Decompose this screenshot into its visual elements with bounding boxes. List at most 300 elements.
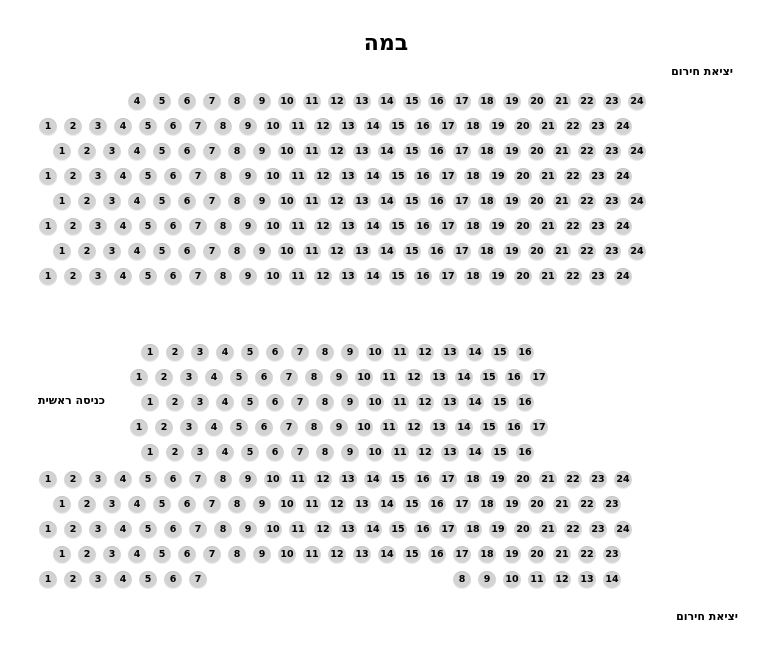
seat-lower-row15-24[interactable]: 24 [614,521,632,539]
seat-upper-row2-22[interactable]: 22 [578,143,596,161]
seat-middle-row9-12[interactable]: 12 [405,369,423,387]
seat-lower-row15-17[interactable]: 17 [439,521,457,539]
seat-upper-row7-18[interactable]: 18 [464,268,482,286]
seat-lower-row14-21[interactable]: 21 [553,496,571,514]
seat-middle-row9-9[interactable]: 9 [330,369,348,387]
seat-upper-row6-8[interactable]: 8 [228,243,246,261]
seat-lower-row15-14[interactable]: 14 [364,521,382,539]
seat-middle-row9-4[interactable]: 4 [205,369,223,387]
seat-upper-row2-11[interactable]: 11 [303,143,321,161]
seat-lower-row18-14[interactable]: 14 [603,571,621,589]
seat-upper-row6-10[interactable]: 10 [278,243,296,261]
seat-upper-row1-5[interactable]: 5 [139,118,157,136]
seat-middle-row10-13[interactable]: 13 [441,394,459,412]
seat-upper-row7-13[interactable]: 13 [339,268,357,286]
seat-upper-row0-6[interactable]: 6 [178,93,196,111]
seat-lower-row15-10[interactable]: 10 [264,521,282,539]
seat-lower-row16-3[interactable]: 3 [103,546,121,564]
seat-middle-row11-4[interactable]: 4 [205,419,223,437]
seat-upper-row4-9[interactable]: 9 [253,193,271,211]
seat-upper-row3-17[interactable]: 17 [439,168,457,186]
seat-upper-row4-17[interactable]: 17 [453,193,471,211]
seat-lower-row15-18[interactable]: 18 [464,521,482,539]
seat-lower-row14-19[interactable]: 19 [503,496,521,514]
seat-upper-row0-20[interactable]: 20 [528,93,546,111]
seat-upper-row7-10[interactable]: 10 [264,268,282,286]
seat-upper-row6-7[interactable]: 7 [203,243,221,261]
seat-upper-row7-19[interactable]: 19 [489,268,507,286]
seat-upper-row4-15[interactable]: 15 [403,193,421,211]
seat-lower-row15-7[interactable]: 7 [189,521,207,539]
seat-middle-row10-7[interactable]: 7 [291,394,309,412]
seat-middle-row8-5[interactable]: 5 [241,344,259,362]
seat-upper-row7-8[interactable]: 8 [214,268,232,286]
seat-upper-row4-23[interactable]: 23 [603,193,621,211]
seat-middle-row11-9[interactable]: 9 [330,419,348,437]
seat-middle-row12-1[interactable]: 1 [141,444,159,462]
seat-middle-row11-3[interactable]: 3 [180,419,198,437]
seat-lower-row13-23[interactable]: 23 [589,471,607,489]
seat-upper-row4-20[interactable]: 20 [528,193,546,211]
seat-middle-row11-10[interactable]: 10 [355,419,373,437]
seat-upper-row4-18[interactable]: 18 [478,193,496,211]
seat-lower-row13-11[interactable]: 11 [289,471,307,489]
seat-middle-row12-2[interactable]: 2 [166,444,184,462]
seat-middle-row9-17[interactable]: 17 [530,369,548,387]
seat-middle-row10-11[interactable]: 11 [391,394,409,412]
seat-upper-row3-11[interactable]: 11 [289,168,307,186]
seat-lower-row17-6[interactable]: 6 [164,571,182,589]
seat-upper-row3-7[interactable]: 7 [189,168,207,186]
seat-lower-row16-5[interactable]: 5 [153,546,171,564]
seat-middle-row9-3[interactable]: 3 [180,369,198,387]
seat-lower-row14-13[interactable]: 13 [353,496,371,514]
seat-lower-row14-17[interactable]: 17 [453,496,471,514]
seat-upper-row3-2[interactable]: 2 [64,168,82,186]
seat-middle-row11-17[interactable]: 17 [530,419,548,437]
seat-upper-row1-19[interactable]: 19 [489,118,507,136]
seat-upper-row1-11[interactable]: 11 [289,118,307,136]
seat-middle-row8-9[interactable]: 9 [341,344,359,362]
seat-upper-row1-16[interactable]: 16 [414,118,432,136]
seat-lower-row15-23[interactable]: 23 [589,521,607,539]
seat-lower-row14-9[interactable]: 9 [253,496,271,514]
seat-upper-row1-7[interactable]: 7 [189,118,207,136]
seat-upper-row4-22[interactable]: 22 [578,193,596,211]
seat-middle-row8-16[interactable]: 16 [516,344,534,362]
seat-upper-row6-9[interactable]: 9 [253,243,271,261]
seat-lower-row17-7[interactable]: 7 [189,571,207,589]
seat-upper-row2-15[interactable]: 15 [403,143,421,161]
seat-middle-row12-11[interactable]: 11 [391,444,409,462]
seat-upper-row0-21[interactable]: 21 [553,93,571,111]
seat-middle-row12-15[interactable]: 15 [491,444,509,462]
seat-lower-row14-4[interactable]: 4 [128,496,146,514]
seat-upper-row3-6[interactable]: 6 [164,168,182,186]
seat-upper-row2-23[interactable]: 23 [603,143,621,161]
seat-upper-row1-18[interactable]: 18 [464,118,482,136]
seat-lower-row16-12[interactable]: 12 [328,546,346,564]
seat-upper-row2-16[interactable]: 16 [428,143,446,161]
seat-lower-row13-18[interactable]: 18 [464,471,482,489]
seat-upper-row2-20[interactable]: 20 [528,143,546,161]
seat-upper-row3-3[interactable]: 3 [89,168,107,186]
seat-lower-row13-20[interactable]: 20 [514,471,532,489]
seat-lower-row14-15[interactable]: 15 [403,496,421,514]
seat-upper-row5-5[interactable]: 5 [139,218,157,236]
seat-lower-row16-20[interactable]: 20 [528,546,546,564]
seat-upper-row4-5[interactable]: 5 [153,193,171,211]
seat-lower-row14-7[interactable]: 7 [203,496,221,514]
seat-middle-row10-2[interactable]: 2 [166,394,184,412]
seat-upper-row2-2[interactable]: 2 [78,143,96,161]
seat-upper-row1-22[interactable]: 22 [564,118,582,136]
seat-lower-row14-5[interactable]: 5 [153,496,171,514]
seat-upper-row6-17[interactable]: 17 [453,243,471,261]
seat-upper-row3-9[interactable]: 9 [239,168,257,186]
seat-upper-row5-11[interactable]: 11 [289,218,307,236]
seat-upper-row5-7[interactable]: 7 [189,218,207,236]
seat-middle-row8-12[interactable]: 12 [416,344,434,362]
seat-lower-row15-21[interactable]: 21 [539,521,557,539]
seat-middle-row8-11[interactable]: 11 [391,344,409,362]
seat-upper-row3-20[interactable]: 20 [514,168,532,186]
seat-upper-row7-7[interactable]: 7 [189,268,207,286]
seat-upper-row0-24[interactable]: 24 [628,93,646,111]
seat-lower-row14-6[interactable]: 6 [178,496,196,514]
seat-middle-row9-1[interactable]: 1 [130,369,148,387]
seat-upper-row3-15[interactable]: 15 [389,168,407,186]
seat-upper-row4-1[interactable]: 1 [53,193,71,211]
seat-upper-row7-2[interactable]: 2 [64,268,82,286]
seat-upper-row5-3[interactable]: 3 [89,218,107,236]
seat-upper-row6-13[interactable]: 13 [353,243,371,261]
seat-lower-row15-19[interactable]: 19 [489,521,507,539]
seat-upper-row7-23[interactable]: 23 [589,268,607,286]
seat-middle-row10-9[interactable]: 9 [341,394,359,412]
seat-upper-row7-12[interactable]: 12 [314,268,332,286]
seat-upper-row1-13[interactable]: 13 [339,118,357,136]
seat-upper-row5-24[interactable]: 24 [614,218,632,236]
seat-lower-row13-12[interactable]: 12 [314,471,332,489]
seat-upper-row6-24[interactable]: 24 [628,243,646,261]
seat-upper-row6-16[interactable]: 16 [428,243,446,261]
seat-middle-row8-2[interactable]: 2 [166,344,184,362]
seat-upper-row1-2[interactable]: 2 [64,118,82,136]
seat-lower-row14-2[interactable]: 2 [78,496,96,514]
seat-upper-row2-9[interactable]: 9 [253,143,271,161]
seat-upper-row1-23[interactable]: 23 [589,118,607,136]
seat-upper-row7-1[interactable]: 1 [39,268,57,286]
seat-upper-row3-1[interactable]: 1 [39,168,57,186]
seat-upper-row6-3[interactable]: 3 [103,243,121,261]
seat-upper-row0-19[interactable]: 19 [503,93,521,111]
seat-lower-row16-13[interactable]: 13 [353,546,371,564]
seat-upper-row2-8[interactable]: 8 [228,143,246,161]
seat-lower-row15-4[interactable]: 4 [114,521,132,539]
seat-middle-row10-16[interactable]: 16 [516,394,534,412]
seat-upper-row4-8[interactable]: 8 [228,193,246,211]
seat-middle-row11-1[interactable]: 1 [130,419,148,437]
seat-middle-row12-8[interactable]: 8 [316,444,334,462]
seat-lower-row18-10[interactable]: 10 [503,571,521,589]
seat-lower-row16-14[interactable]: 14 [378,546,396,564]
seat-upper-row5-14[interactable]: 14 [364,218,382,236]
seat-upper-row7-9[interactable]: 9 [239,268,257,286]
seat-upper-row1-6[interactable]: 6 [164,118,182,136]
seat-lower-row14-22[interactable]: 22 [578,496,596,514]
seat-lower-row18-12[interactable]: 12 [553,571,571,589]
seat-middle-row9-14[interactable]: 14 [455,369,473,387]
seat-middle-row9-2[interactable]: 2 [155,369,173,387]
seat-upper-row7-6[interactable]: 6 [164,268,182,286]
seat-lower-row18-13[interactable]: 13 [578,571,596,589]
seat-upper-row7-11[interactable]: 11 [289,268,307,286]
seat-middle-row10-1[interactable]: 1 [141,394,159,412]
seat-lower-row13-8[interactable]: 8 [214,471,232,489]
seat-middle-row10-15[interactable]: 15 [491,394,509,412]
seat-upper-row4-4[interactable]: 4 [128,193,146,211]
seat-middle-row9-5[interactable]: 5 [230,369,248,387]
seat-upper-row4-14[interactable]: 14 [378,193,396,211]
seat-lower-row16-22[interactable]: 22 [578,546,596,564]
seat-lower-row14-14[interactable]: 14 [378,496,396,514]
seat-upper-row6-18[interactable]: 18 [478,243,496,261]
seat-lower-row16-11[interactable]: 11 [303,546,321,564]
seat-lower-row18-11[interactable]: 11 [528,571,546,589]
seat-upper-row3-21[interactable]: 21 [539,168,557,186]
seat-middle-row9-6[interactable]: 6 [255,369,273,387]
seat-upper-row6-14[interactable]: 14 [378,243,396,261]
seat-upper-row5-22[interactable]: 22 [564,218,582,236]
seat-lower-row16-8[interactable]: 8 [228,546,246,564]
seat-middle-row12-3[interactable]: 3 [191,444,209,462]
seat-upper-row7-21[interactable]: 21 [539,268,557,286]
seat-middle-row8-6[interactable]: 6 [266,344,284,362]
seat-upper-row4-12[interactable]: 12 [328,193,346,211]
seat-upper-row1-4[interactable]: 4 [114,118,132,136]
seat-upper-row4-24[interactable]: 24 [628,193,646,211]
seat-lower-row13-2[interactable]: 2 [64,471,82,489]
seat-middle-row12-12[interactable]: 12 [416,444,434,462]
seat-upper-row6-5[interactable]: 5 [153,243,171,261]
seat-lower-row13-4[interactable]: 4 [114,471,132,489]
seat-upper-row7-4[interactable]: 4 [114,268,132,286]
seat-middle-row8-4[interactable]: 4 [216,344,234,362]
seat-upper-row1-3[interactable]: 3 [89,118,107,136]
seat-upper-row7-16[interactable]: 16 [414,268,432,286]
seat-lower-row16-21[interactable]: 21 [553,546,571,564]
seat-upper-row0-17[interactable]: 17 [453,93,471,111]
seat-lower-row16-2[interactable]: 2 [78,546,96,564]
seat-upper-row1-14[interactable]: 14 [364,118,382,136]
seat-upper-row7-22[interactable]: 22 [564,268,582,286]
seat-middle-row11-14[interactable]: 14 [455,419,473,437]
seat-upper-row0-8[interactable]: 8 [228,93,246,111]
seat-upper-row7-17[interactable]: 17 [439,268,457,286]
seat-lower-row13-24[interactable]: 24 [614,471,632,489]
seat-upper-row1-20[interactable]: 20 [514,118,532,136]
seat-middle-row11-13[interactable]: 13 [430,419,448,437]
seat-upper-row5-20[interactable]: 20 [514,218,532,236]
seat-upper-row5-18[interactable]: 18 [464,218,482,236]
seat-middle-row10-3[interactable]: 3 [191,394,209,412]
seat-middle-row11-7[interactable]: 7 [280,419,298,437]
seat-middle-row8-15[interactable]: 15 [491,344,509,362]
seat-lower-row16-23[interactable]: 23 [603,546,621,564]
seat-lower-row18-8[interactable]: 8 [453,571,471,589]
seat-upper-row4-2[interactable]: 2 [78,193,96,211]
seat-middle-row12-7[interactable]: 7 [291,444,309,462]
seat-upper-row5-12[interactable]: 12 [314,218,332,236]
seat-lower-row13-5[interactable]: 5 [139,471,157,489]
seat-lower-row14-10[interactable]: 10 [278,496,296,514]
seat-upper-row2-19[interactable]: 19 [503,143,521,161]
seat-upper-row1-17[interactable]: 17 [439,118,457,136]
seat-lower-row13-3[interactable]: 3 [89,471,107,489]
seat-upper-row4-13[interactable]: 13 [353,193,371,211]
seat-middle-row11-15[interactable]: 15 [480,419,498,437]
seat-lower-row13-13[interactable]: 13 [339,471,357,489]
seat-upper-row5-13[interactable]: 13 [339,218,357,236]
seat-lower-row13-9[interactable]: 9 [239,471,257,489]
seat-upper-row6-23[interactable]: 23 [603,243,621,261]
seat-upper-row3-24[interactable]: 24 [614,168,632,186]
seat-middle-row10-5[interactable]: 5 [241,394,259,412]
seat-lower-row15-2[interactable]: 2 [64,521,82,539]
seat-upper-row6-4[interactable]: 4 [128,243,146,261]
seat-upper-row3-10[interactable]: 10 [264,168,282,186]
seat-upper-row2-21[interactable]: 21 [553,143,571,161]
seat-upper-row7-24[interactable]: 24 [614,268,632,286]
seat-upper-row7-3[interactable]: 3 [89,268,107,286]
seat-lower-row15-11[interactable]: 11 [289,521,307,539]
seat-middle-row9-8[interactable]: 8 [305,369,323,387]
seat-lower-row15-12[interactable]: 12 [314,521,332,539]
seat-upper-row0-11[interactable]: 11 [303,93,321,111]
seat-lower-row17-2[interactable]: 2 [64,571,82,589]
seat-middle-row11-12[interactable]: 12 [405,419,423,437]
seat-lower-row13-14[interactable]: 14 [364,471,382,489]
seat-upper-row3-16[interactable]: 16 [414,168,432,186]
seat-lower-row13-19[interactable]: 19 [489,471,507,489]
seat-lower-row15-22[interactable]: 22 [564,521,582,539]
seat-lower-row14-11[interactable]: 11 [303,496,321,514]
seat-middle-row11-2[interactable]: 2 [155,419,173,437]
seat-upper-row3-13[interactable]: 13 [339,168,357,186]
seat-middle-row9-11[interactable]: 11 [380,369,398,387]
seat-upper-row5-9[interactable]: 9 [239,218,257,236]
seat-middle-row11-11[interactable]: 11 [380,419,398,437]
seat-upper-row5-21[interactable]: 21 [539,218,557,236]
seat-upper-row5-2[interactable]: 2 [64,218,82,236]
seat-middle-row8-14[interactable]: 14 [466,344,484,362]
seat-lower-row15-6[interactable]: 6 [164,521,182,539]
seat-lower-row14-23[interactable]: 23 [603,496,621,514]
seat-upper-row2-12[interactable]: 12 [328,143,346,161]
seat-lower-row16-15[interactable]: 15 [403,546,421,564]
seat-upper-row0-23[interactable]: 23 [603,93,621,111]
seat-lower-row16-19[interactable]: 19 [503,546,521,564]
seat-middle-row12-4[interactable]: 4 [216,444,234,462]
seat-upper-row0-15[interactable]: 15 [403,93,421,111]
seat-middle-row8-3[interactable]: 3 [191,344,209,362]
seat-upper-row3-22[interactable]: 22 [564,168,582,186]
seat-upper-row6-2[interactable]: 2 [78,243,96,261]
seat-upper-row3-23[interactable]: 23 [589,168,607,186]
seat-lower-row14-12[interactable]: 12 [328,496,346,514]
seat-lower-row17-3[interactable]: 3 [89,571,107,589]
seat-lower-row16-9[interactable]: 9 [253,546,271,564]
seat-upper-row0-4[interactable]: 4 [128,93,146,111]
seat-lower-row13-7[interactable]: 7 [189,471,207,489]
seat-upper-row3-14[interactable]: 14 [364,168,382,186]
seat-lower-row13-17[interactable]: 17 [439,471,457,489]
seat-lower-row17-4[interactable]: 4 [114,571,132,589]
seat-upper-row2-10[interactable]: 10 [278,143,296,161]
seat-lower-row13-21[interactable]: 21 [539,471,557,489]
seat-upper-row7-14[interactable]: 14 [364,268,382,286]
seat-upper-row7-20[interactable]: 20 [514,268,532,286]
seat-lower-row15-1[interactable]: 1 [39,521,57,539]
seat-lower-row16-6[interactable]: 6 [178,546,196,564]
seat-upper-row6-22[interactable]: 22 [578,243,596,261]
seat-lower-row16-16[interactable]: 16 [428,546,446,564]
seat-middle-row10-8[interactable]: 8 [316,394,334,412]
seat-upper-row4-16[interactable]: 16 [428,193,446,211]
seat-upper-row3-12[interactable]: 12 [314,168,332,186]
seat-upper-row4-21[interactable]: 21 [553,193,571,211]
seat-lower-row13-16[interactable]: 16 [414,471,432,489]
seat-middle-row8-7[interactable]: 7 [291,344,309,362]
seat-upper-row7-5[interactable]: 5 [139,268,157,286]
seat-upper-row2-5[interactable]: 5 [153,143,171,161]
seat-middle-row8-1[interactable]: 1 [141,344,159,362]
seat-upper-row0-18[interactable]: 18 [478,93,496,111]
seat-middle-row10-6[interactable]: 6 [266,394,284,412]
seat-middle-row12-13[interactable]: 13 [441,444,459,462]
seat-upper-row1-12[interactable]: 12 [314,118,332,136]
seat-upper-row2-4[interactable]: 4 [128,143,146,161]
seat-upper-row2-14[interactable]: 14 [378,143,396,161]
seat-lower-row17-1[interactable]: 1 [39,571,57,589]
seat-upper-row6-6[interactable]: 6 [178,243,196,261]
seat-middle-row8-13[interactable]: 13 [441,344,459,362]
seat-upper-row0-22[interactable]: 22 [578,93,596,111]
seat-upper-row6-15[interactable]: 15 [403,243,421,261]
seat-upper-row0-13[interactable]: 13 [353,93,371,111]
seat-upper-row2-13[interactable]: 13 [353,143,371,161]
seat-middle-row11-6[interactable]: 6 [255,419,273,437]
seat-lower-row16-18[interactable]: 18 [478,546,496,564]
seat-upper-row3-5[interactable]: 5 [139,168,157,186]
seat-upper-row6-21[interactable]: 21 [553,243,571,261]
seat-upper-row5-17[interactable]: 17 [439,218,457,236]
seat-lower-row13-22[interactable]: 22 [564,471,582,489]
seat-upper-row5-6[interactable]: 6 [164,218,182,236]
seat-upper-row1-21[interactable]: 21 [539,118,557,136]
seat-upper-row6-19[interactable]: 19 [503,243,521,261]
seat-lower-row14-3[interactable]: 3 [103,496,121,514]
seat-middle-row10-12[interactable]: 12 [416,394,434,412]
seat-upper-row1-15[interactable]: 15 [389,118,407,136]
seat-upper-row5-16[interactable]: 16 [414,218,432,236]
seat-lower-row14-20[interactable]: 20 [528,496,546,514]
seat-upper-row4-11[interactable]: 11 [303,193,321,211]
seat-lower-row13-10[interactable]: 10 [264,471,282,489]
seat-upper-row5-10[interactable]: 10 [264,218,282,236]
seat-middle-row11-5[interactable]: 5 [230,419,248,437]
